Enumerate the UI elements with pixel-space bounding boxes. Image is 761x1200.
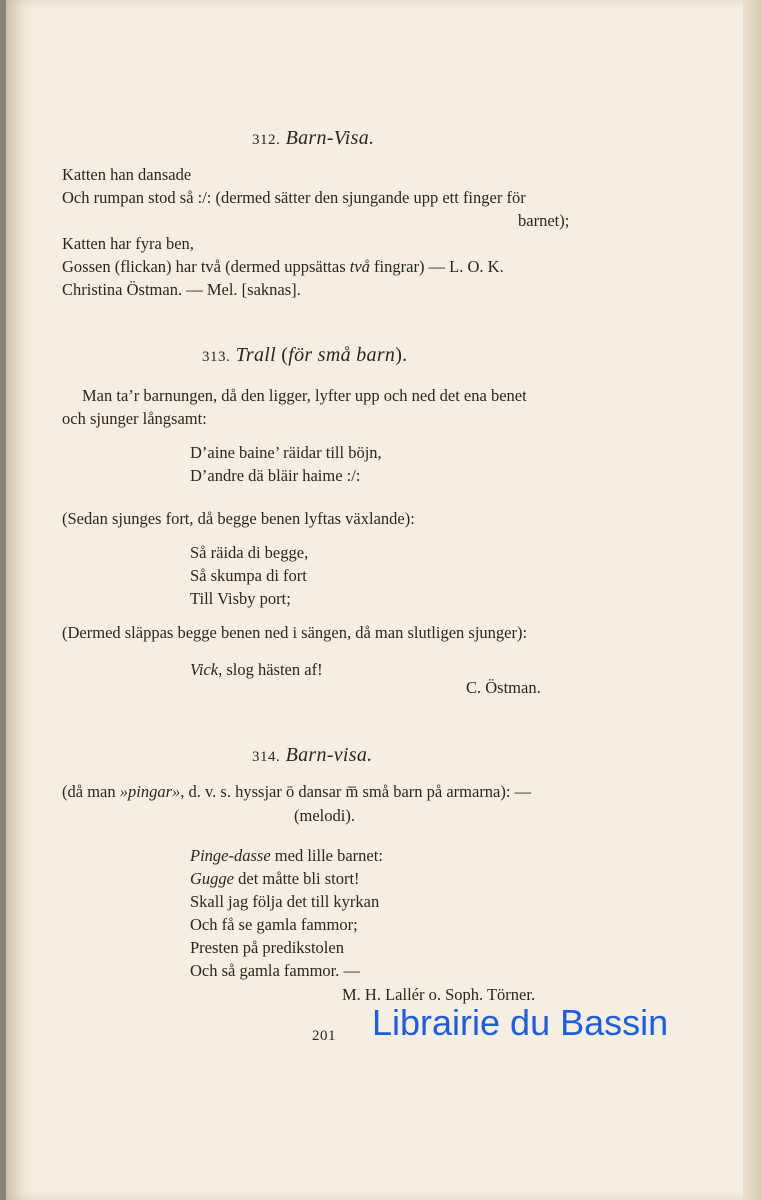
heading-312 [252, 126, 374, 152]
text-line: Katten han dansade [62, 165, 192, 184]
page-edge [743, 0, 761, 1200]
text-line: Katten har fyra ben, [62, 234, 194, 253]
verse-line: Och så gamla fammor. — [190, 961, 360, 980]
section-title: Barn-Visa. [285, 127, 375, 149]
text-line: och sjunger långsamt: [62, 409, 207, 428]
verse-line: Gugge det måtte bli stort! [190, 869, 360, 888]
text-line: (melodi). [294, 806, 355, 825]
watermark-text: Librairie du Bassin [372, 1002, 669, 1043]
verse-line: D’andre dä bläir haime :/: [190, 466, 361, 485]
verse-line: Presten på predikstolen [190, 938, 344, 957]
text-line: barnet); [518, 211, 570, 230]
text-line: (då man »pingar», d. v. s. hyssjar ō dansar m̅ små barn på armarna): — [62, 782, 532, 801]
section-number: 314. [252, 749, 281, 765]
text-line: Gossen (flickan) har två (dermed uppsättas två fingrar) — L. O. K. [62, 257, 504, 276]
section-number: 312. [252, 132, 281, 148]
verse-line: Så skumpa di fort [190, 566, 307, 585]
verse-line: Så räida di begge, [190, 543, 309, 562]
verse-line: Till Visby port; [190, 589, 291, 608]
text-line: (Sedan sjunges fort, då begge benen lyftas växlande): [62, 509, 415, 528]
heading-313: 313. Trall (för små barn). [202, 344, 408, 366]
text-line: (Dermed släppas begge benen ned i sängen, då man slutligen sjunger): [62, 623, 528, 642]
section-title: Trall [235, 344, 276, 366]
text-line: Man ta’r barnungen, då den ligger, lyfter upp och ned det ena benet [82, 386, 527, 405]
attribution: M. H. Lallér o. Soph. Törner. [342, 985, 536, 1004]
section-title: Barn-visa. [285, 744, 373, 766]
verse-line: Vick, slog hästen af! [190, 660, 323, 679]
verse-line: Pinge-dasse med lille barnet: [190, 846, 383, 865]
verse-line: Och få se gamla fammor; [190, 915, 358, 934]
attribution: C. Östman. [466, 678, 541, 697]
page-number: 201 [312, 1028, 336, 1044]
text-line: Christina Östman. — Mel. [saknas]. [62, 280, 301, 299]
verse-line: Skall jag följa det till kyrkan [190, 892, 380, 911]
text-line: Och rumpan stod så :/: (dermed sätter den sjungande upp ett finger för [62, 188, 526, 207]
heading-314 [252, 743, 372, 769]
verse-line: D’aine baine’ räidar till böjn, [190, 443, 382, 462]
section-number: 313. [202, 349, 231, 365]
